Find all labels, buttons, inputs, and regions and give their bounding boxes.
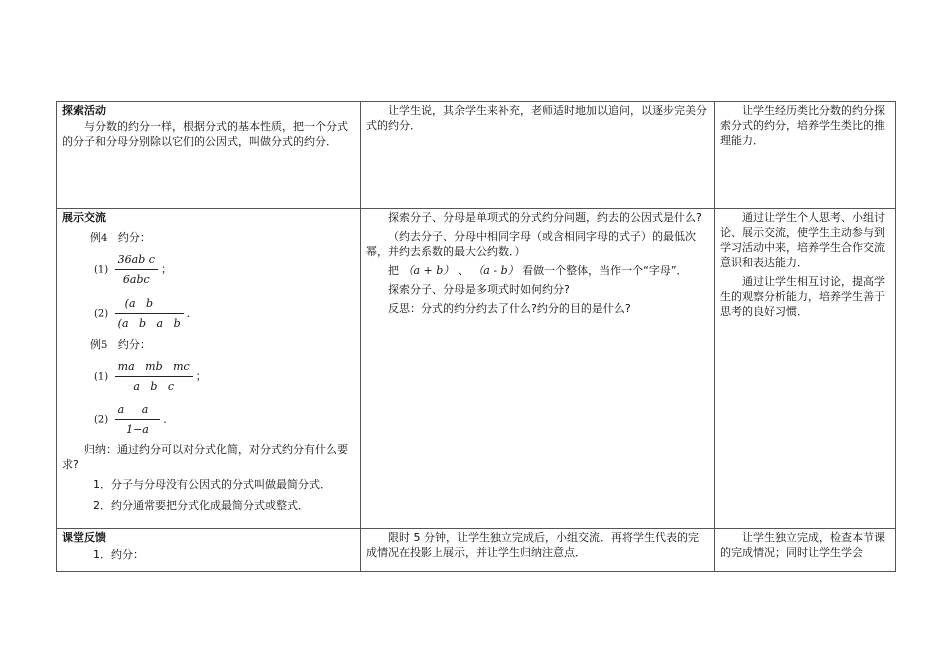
intent-cell [715, 102, 896, 209]
teacher-cell [361, 529, 715, 572]
example-4-item-2: (2) $\frac{\text{(a b}}{\text{(a b a b}}$ ． [94, 297, 198, 330]
fraction: $\frac{\text{a a}}{1-a}$ [115, 402, 161, 437]
teacher-cell [361, 209, 715, 529]
intent-cell [715, 209, 896, 529]
lesson-plan-table [56, 101, 896, 572]
point-2: 2．约分通常要把分式化成最简分式或整式． [93, 499, 309, 512]
intent-text: 让学生经历类比分数的约分探索分式的约分，培养学生类比的推理能力． [720, 104, 885, 147]
example-4-item-1: (1) $\frac{\text{36ab c}}{\text{6abc}}$ ； [94, 253, 172, 286]
summary-text: 归纳：通过约分可以对分式化简，对分式约分有什么要求? [62, 443, 348, 471]
point-1: 1．分子与分母没有公因式的分式叫做最简分式． [93, 478, 331, 491]
fraction: $\frac{\text{(a b}}{\text{(a b a b}}$ [115, 296, 184, 331]
teacher-text: 限时 5 分钟，让学生独立完成后，小组交流．再将学生代表的完成情况在投影上展示，并让学生归纳注意点． [366, 531, 699, 559]
feedback-item: 1．约分： [93, 548, 144, 561]
teacher-text: （约去分子、分母中相同字母（或含相同字母的式子）的最低次幂，并约去系数的最大公约数．） [366, 230, 696, 258]
intent-cell [715, 529, 896, 572]
table-row [57, 209, 896, 529]
teacher-text: 把 （a + b） 、 （a - b） 看做一个整体，当作一个“字母”． [388, 264, 688, 277]
teacher-text: 让学生说，其余学生来补充，老师适时地加以追问，以逐步完美分式的约分． [366, 104, 707, 132]
teacher-cell [361, 102, 715, 209]
intent-text: 通过让学生相互讨论，提高学生的观察分析能力，培养学生善于思考的良好习惯． [720, 275, 885, 318]
fraction: $\frac{\text{ma mb mc}}{\text{a b c}}$ [115, 359, 193, 394]
intent-text: 通过让学生个人思考、小组讨论、展示交流，使学生主动参与到学习活动中来，培养学生合作交流意识和表达能力． [720, 211, 885, 269]
intent-text: 让学生独立完成，检查本节课的完成情况；同时让学生学会 [720, 531, 885, 559]
section-heading: 课堂反馈 [62, 531, 106, 544]
example-5-title: 例5 约分： [90, 338, 151, 351]
activity-cell [57, 102, 361, 209]
definition-text: 与分数的约分一样，根据分式的基本性质，把一个分式的分子和分母分别除以它们的公因式，叫做分式的约分． [62, 120, 348, 148]
table-row [57, 102, 896, 209]
teacher-text: 反思：分式的约分约去了什么?约分的目的是什么? [388, 302, 631, 315]
teacher-text: 探索分子、分母是单项式的分式约分问题，约去的公因式是什么? [388, 211, 702, 224]
example-5-item-1: (1) $\frac{\text{ma mb mc}}{\text{a b c}}$ ； [94, 360, 207, 393]
fraction: $\frac{\text{36ab c}}{\text{6abc}}$ [115, 252, 158, 287]
section-heading: 展示交流 [62, 211, 106, 224]
example-5-item-2: (2) $\frac{\text{a a}}{1-a}$ ． [94, 403, 175, 436]
example-4-title: 例4 约分： [90, 231, 151, 244]
table-row [57, 529, 896, 572]
activity-cell [57, 209, 361, 529]
teacher-text: 探索分子、分母是多项式时如何约分? [388, 283, 570, 296]
section-heading: 探索活动 [62, 104, 106, 117]
activity-cell [57, 529, 361, 572]
